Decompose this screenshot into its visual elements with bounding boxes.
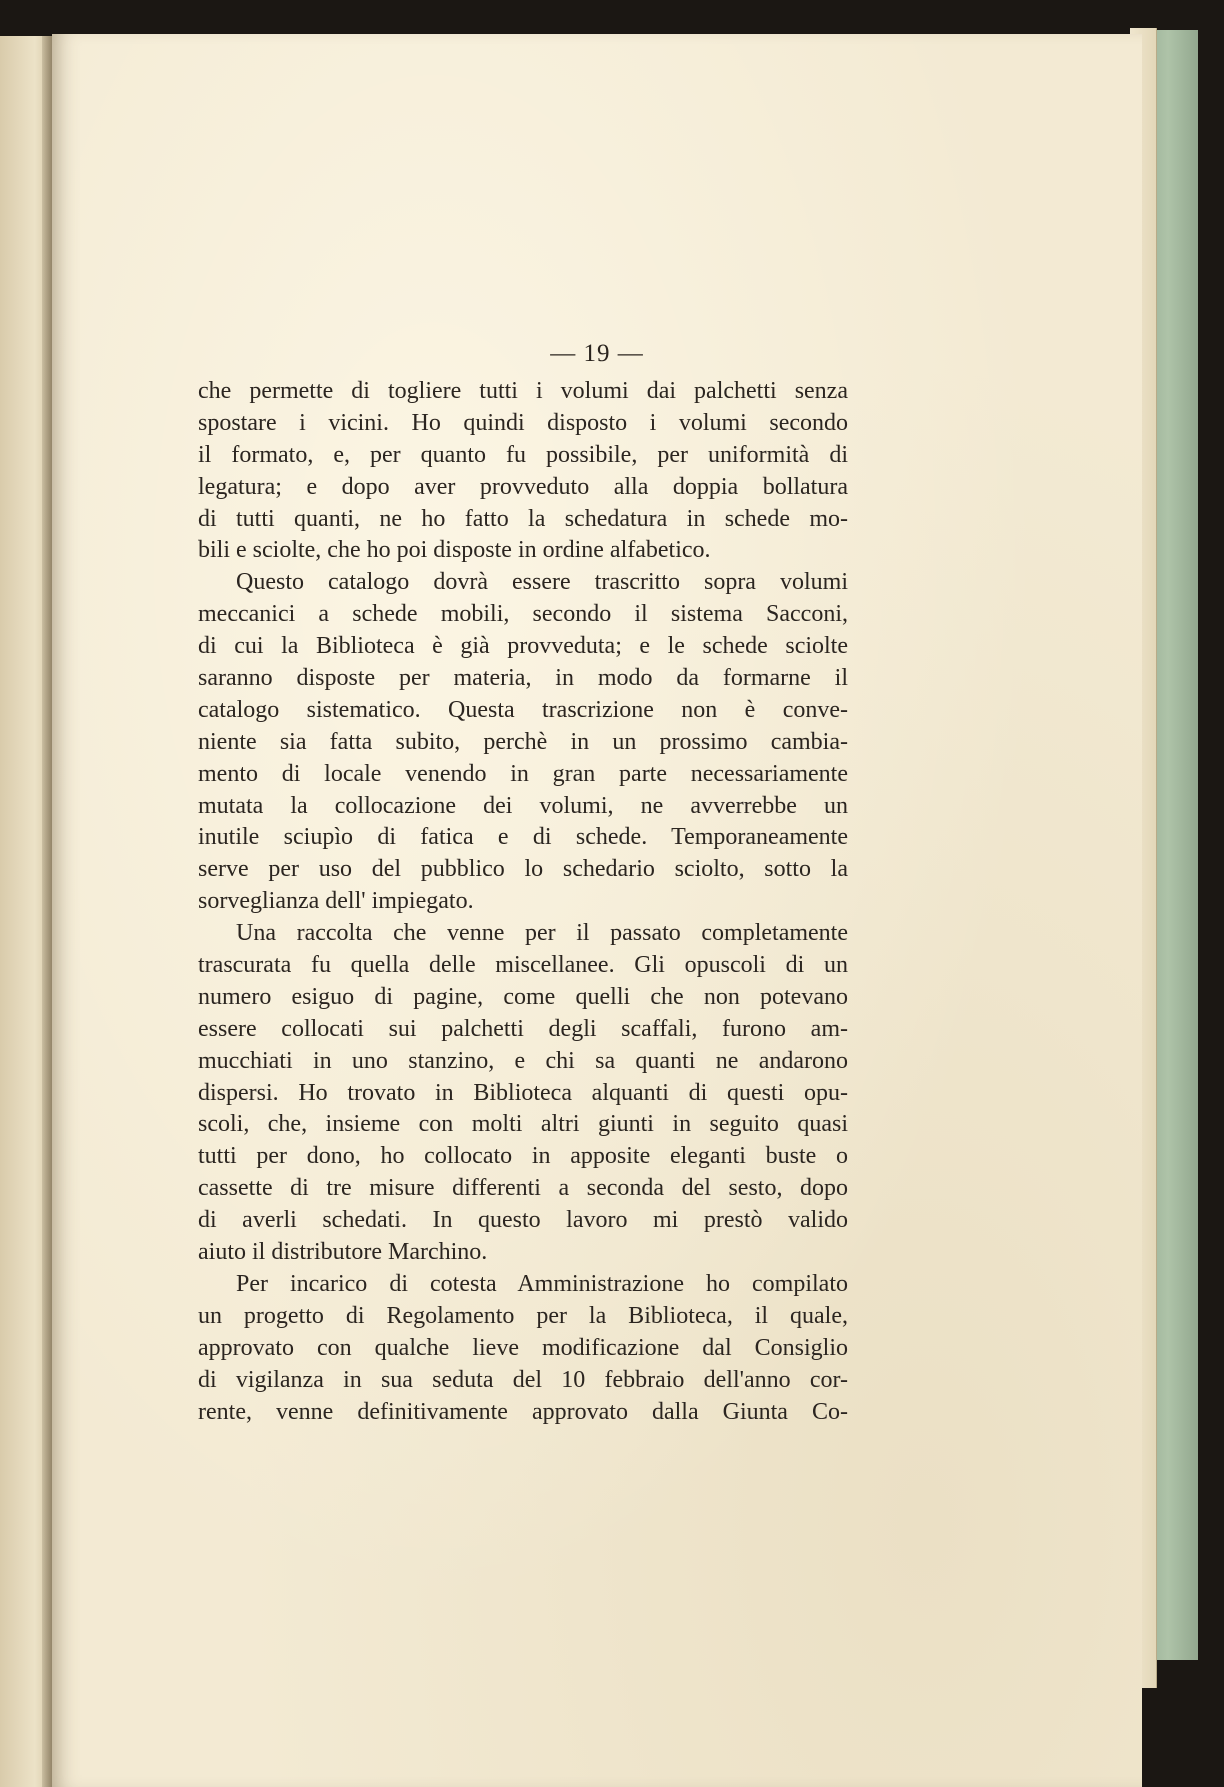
text-line: inutile sciupìo di fatica e di schede. Temporaneamente <box>198 824 848 851</box>
text-line: legatura; e dopo aver provveduto alla doppia bollatura <box>198 473 848 500</box>
text-line: Per incarico di cotesta Amministrazione ho compilato <box>236 1270 848 1297</box>
text-line: aiuto il distributore Marchino. <box>198 1239 488 1266</box>
text-line: bili e sciolte, che ho poi disposte in ordine alfabetico. <box>198 537 711 564</box>
text-line: scoli, che, insieme con molti altri giunti in seguito quasi <box>198 1111 848 1138</box>
text-line: di averli schedati. In questo lavoro mi prestò valido <box>198 1207 848 1234</box>
text-line: il formato, e, per quanto fu possibile, per uniformità di <box>198 441 848 468</box>
text-line: catalogo sistematico. Questa trascrizione non è conve- <box>198 696 848 723</box>
text-line: serve per uso del pubblico lo schedario sciolto, sotto la <box>198 856 848 883</box>
text-line: mento di locale venendo in gran parte necessariamente <box>198 760 848 787</box>
text-line: mucchiati in uno stanzino, e chi sa quanti ne andarono <box>198 1047 848 1074</box>
text-line: di vigilanza in sua seduta del 10 febbraio dell'anno cor- <box>198 1366 848 1393</box>
text-line: trascurata fu quella delle miscellanee. Gli opuscoli di un <box>198 952 848 979</box>
text-line: saranno disposte per materia, in modo da formarne il <box>198 665 848 692</box>
text-line: approvato con qualche lieve modificazione dal Consiglio <box>198 1334 848 1361</box>
text-line: rente, venne definitivamente approvato dalla Giunta Co- <box>198 1398 848 1425</box>
text-line: numero esiguo di pagine, come quelli che non potevano <box>198 983 848 1010</box>
text-line: di tutti quanti, ne ho fatto la schedatura in schede mo- <box>198 505 848 532</box>
text-line: essere collocati sui palchetti degli scaffali, furono am- <box>198 1015 848 1042</box>
text-line: Questo catalogo dovrà essere trascritto sopra volumi <box>236 569 848 596</box>
text-line: tutti per dono, ho collocato in apposite eleganti buste o <box>198 1143 848 1170</box>
text-line: niente sia fatta subito, perchè in un prossimo cambia- <box>198 728 848 755</box>
body-text <box>198 376 848 1428</box>
text-line: di cui la Biblioteca è già provveduta; e le schede sciolte <box>198 633 848 660</box>
text-line: cassette di tre misure differenti a seconda del sesto, dopo <box>198 1175 848 1202</box>
text-line: che permette di togliere tutti i volumi dai palchetti senza <box>198 378 848 404</box>
text-line: un progetto di Regolamento per la Biblioteca, il quale, <box>198 1302 848 1329</box>
text-line: mutata la collocazione dei volumi, ne avverrebbe un <box>198 792 848 819</box>
page-number: — 19 — <box>550 340 644 367</box>
text-line: spostare i vicini. Ho quindi disposto i volumi secondo <box>198 409 848 436</box>
text-line: Una raccolta che venne per il passato completamente <box>236 920 848 947</box>
text-line: sorveglianza dell' impiegato. <box>198 888 474 915</box>
text-line: meccanici a schede mobili, secondo il sistema Sacconi, <box>198 601 848 628</box>
text-line: dispersi. Ho trovato in Biblioteca alquanti di questi opu- <box>198 1079 848 1106</box>
